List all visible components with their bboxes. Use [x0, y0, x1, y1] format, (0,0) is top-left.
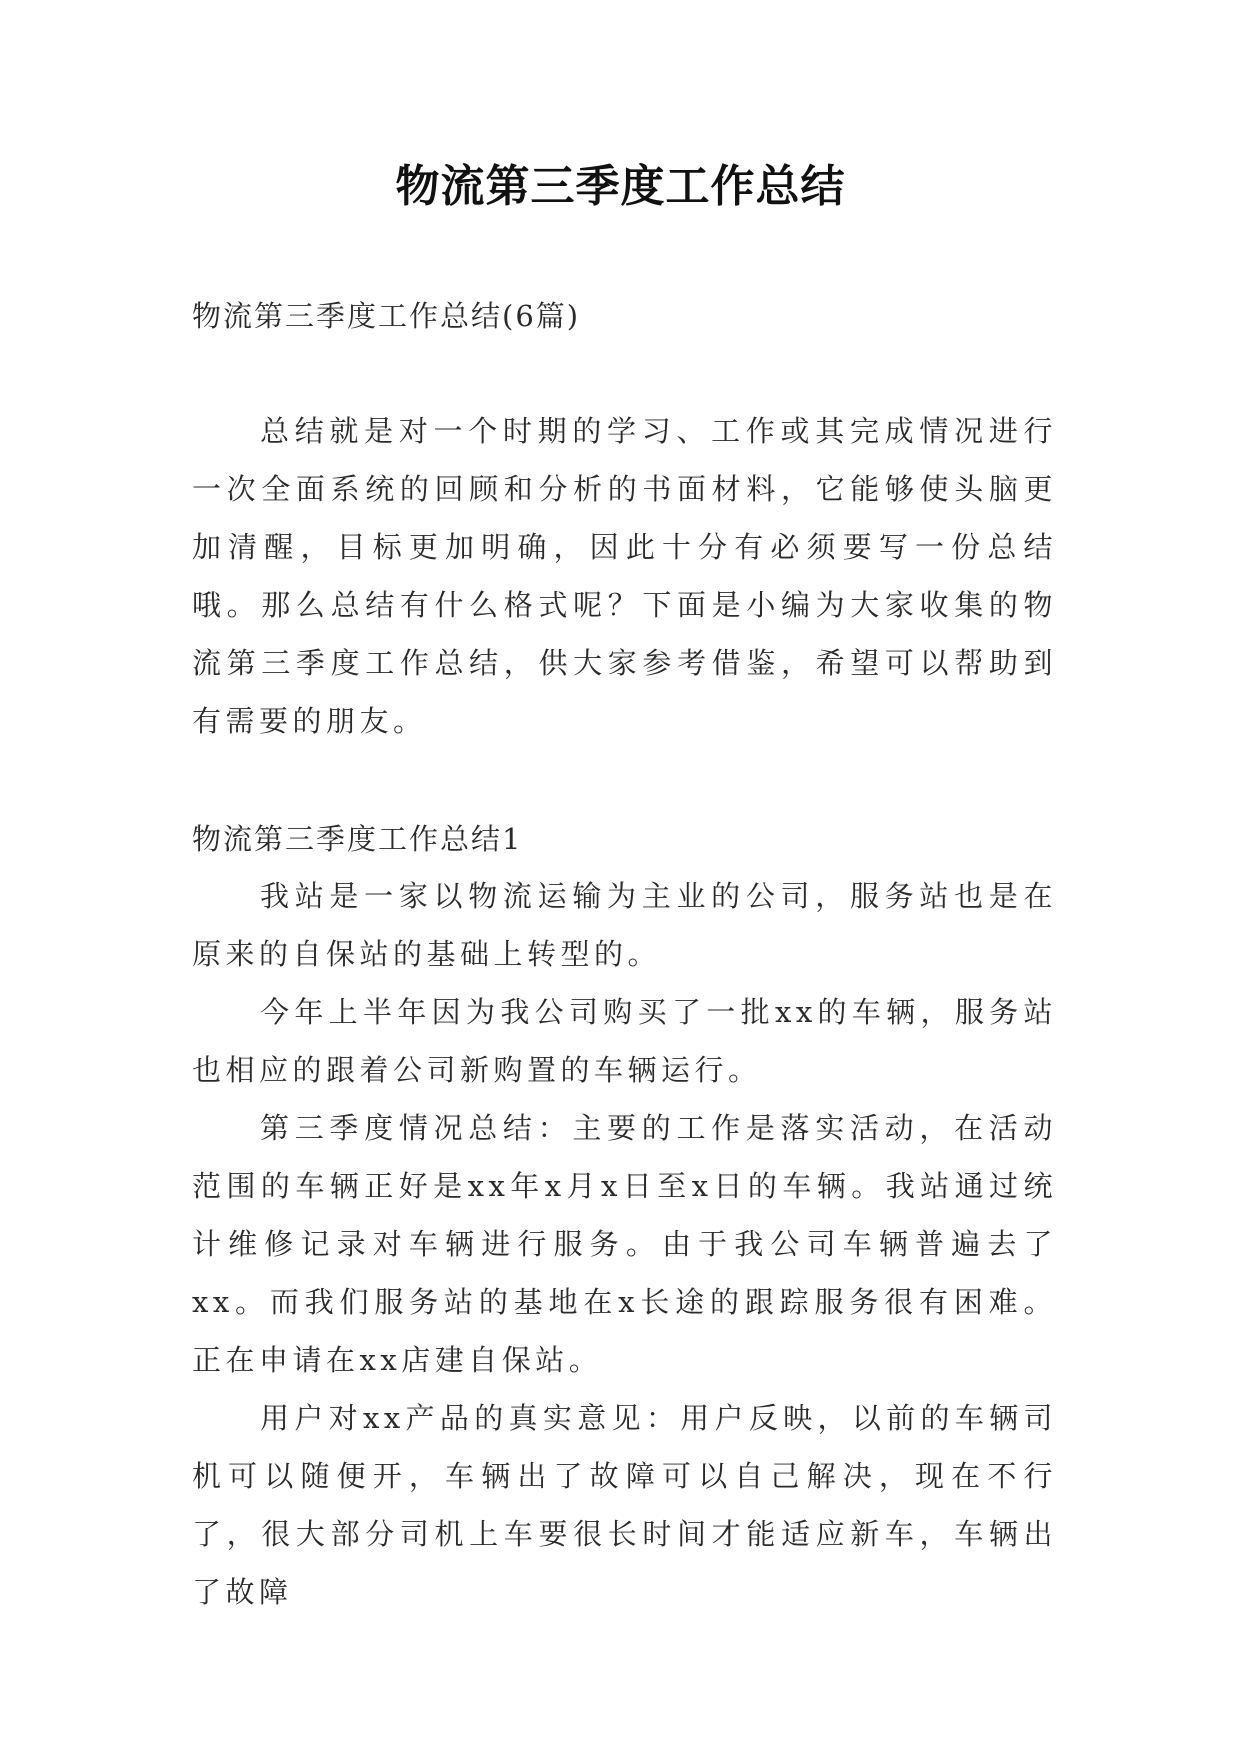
section-heading: 物流第三季度工作总结1 — [192, 822, 523, 856]
body-paragraph: 今年上半年因为我公司购买了一批xx的车辆，服务站也相应的跟着公司新购置的车辆运行。 — [192, 995, 1057, 1087]
body-paragraph: 我站是一家以物流运输为主业的公司，服务站也是在原来的自保站的基础上转型的。 — [192, 879, 1057, 971]
document-subtitle: 物流第三季度工作总结(6篇) — [192, 299, 581, 333]
intro-paragraph: 总结就是对一个时期的学习、工作或其完成情况进行一次全面系统的回顾和分析的书面材料，它能够使头脑更加清醒，目标更加明确，因此十分有必须要写一份总结哦。那么总结有什么格式呢？下面是小编为大家收集的物流第三季度工作总结，供大家参考借鉴，希望可以帮助到有需要的朋友。 — [192, 414, 1057, 738]
body-paragraph: 用户对xx产品的真实意见：用户反映，以前的车辆司机可以随便开，车辆出了故障可以自己解决，现在不行了，很大部分司机上车要很长时间才能适应新车，车辆出了故障 — [192, 1401, 1057, 1609]
document-title: 物流第三季度工作总结 — [395, 161, 846, 212]
body-paragraph: 第三季度情况总结：主要的工作是落实活动，在活动范围的车辆正好是xx年x月x日至x日的车辆。我站通过统计维修记录对车辆进行服务。由于我公司车辆普遍去了xx。而我们服务站的基地在x长途的跟踪服务很有困难。正在申请在xx店建自保站。 — [192, 1111, 1057, 1377]
